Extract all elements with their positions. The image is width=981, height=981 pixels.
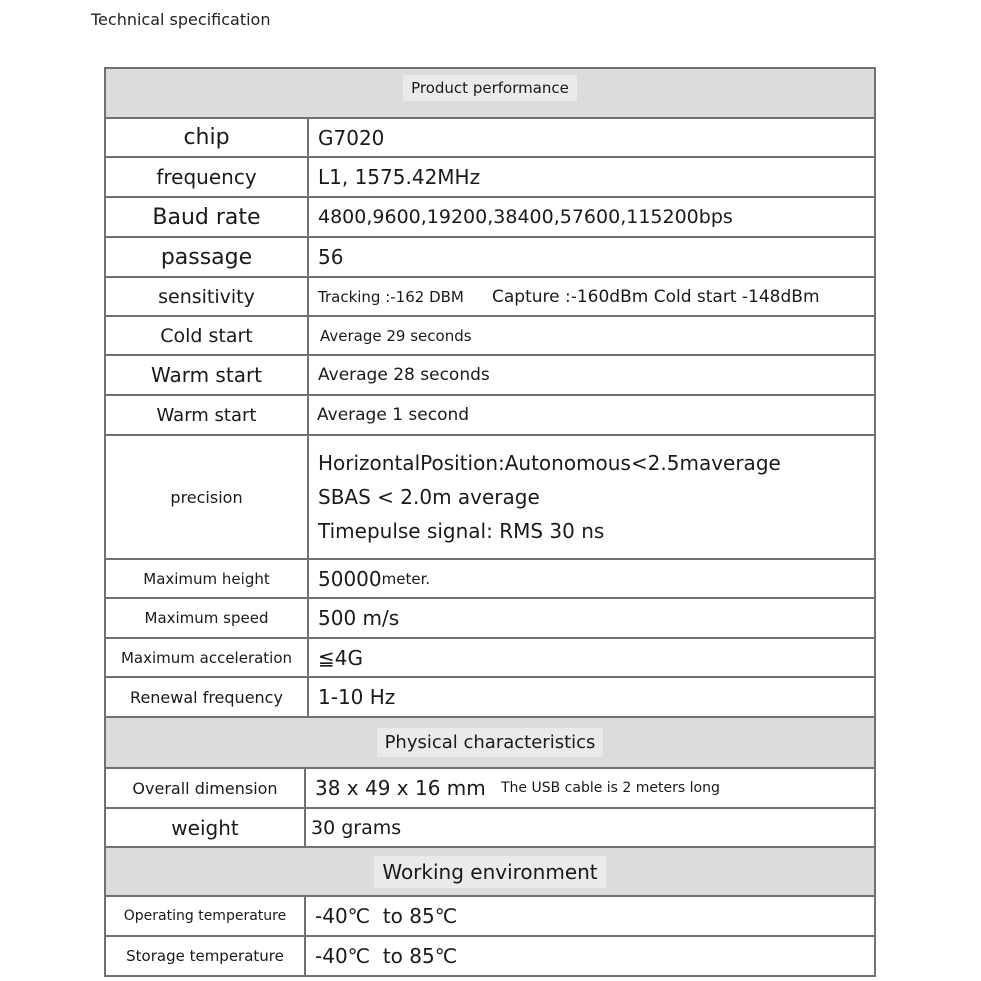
row-label: Warm start: [106, 396, 309, 434]
table-row-cold-start: [106, 317, 874, 356]
row-value: [306, 769, 874, 807]
row-label: weight: [106, 809, 306, 846]
row-label: Renewal frequency: [106, 678, 309, 716]
table-row-operating-temperature: [106, 897, 874, 937]
table-row-passage: [106, 238, 874, 278]
table-row-renewal-frequency: [106, 678, 874, 718]
table-row-weight: [106, 809, 874, 848]
row-value: ≦4G: [318, 645, 363, 670]
row-value: 1-10 Hz: [318, 685, 396, 709]
row-value: Average 29 seconds: [320, 326, 472, 345]
table-row-baud-rate: [106, 198, 874, 238]
row-label: Maximum height: [106, 560, 309, 597]
table-row-warm-start: [106, 356, 874, 396]
row-label: chip: [106, 119, 309, 156]
row-label: precision: [106, 436, 309, 558]
row-label: Maximum acceleration: [106, 639, 309, 676]
table-row-storage-temperature: [106, 937, 874, 975]
precision-line: HorizontalPosition:Autonomous<2.5maverage: [318, 451, 781, 475]
table-row-max-speed: [106, 599, 874, 639]
spec-table: [104, 67, 876, 977]
row-label: Baud rate: [106, 198, 309, 236]
row-label: frequency: [106, 158, 309, 196]
section-header-performance: [106, 69, 874, 119]
page-title: Technical specification: [91, 10, 271, 29]
table-row-chip: [106, 119, 874, 158]
table-row-dimension: [106, 769, 874, 809]
row-label: Warm start: [106, 356, 309, 394]
row-label: sensitivity: [106, 278, 309, 315]
table-row-sensitivity: [106, 278, 874, 317]
dimension-note: The USB cable is 2 meters long: [501, 780, 720, 796]
row-value: -40℃ to 85℃: [315, 944, 458, 968]
section-title: Physical characteristics: [377, 728, 604, 757]
dimension-value: 38 x 49 x 16 mm: [315, 776, 486, 800]
height-value: 50000: [318, 566, 382, 591]
height-unit: meter.: [381, 569, 431, 588]
section-title: Working environment: [374, 856, 605, 888]
row-value: 56: [318, 245, 344, 269]
section-header-physical: [106, 718, 874, 769]
row-value: G7020: [318, 125, 385, 150]
row-value: [309, 278, 874, 315]
section-header-environment: [106, 848, 874, 897]
table-row-frequency: [106, 158, 874, 198]
table-row-warm-start-2: [106, 396, 874, 436]
row-value: [309, 436, 874, 558]
row-value: -40℃ to 85℃: [315, 904, 458, 928]
section-title: Product performance: [403, 75, 577, 101]
row-label: Overall dimension: [106, 769, 306, 807]
row-value: Average 28 seconds: [318, 365, 490, 385]
row-value: 500 m/s: [318, 606, 400, 630]
row-value: Average 1 second: [317, 405, 470, 425]
precision-line: SBAS < 2.0m average: [318, 485, 540, 509]
row-value: L1, 1575.42MHz: [318, 165, 481, 189]
table-row-precision: [106, 436, 874, 560]
capture-value: Capture :-160dBm Cold start -148dBm: [492, 286, 820, 307]
row-label: Storage temperature: [106, 937, 306, 975]
row-value: 4800,9600,19200,38400,57600,115200bps: [318, 206, 733, 228]
row-label: Operating temperature: [106, 897, 306, 935]
tracking-value: Tracking :-162 DBM: [318, 287, 464, 306]
table-row-max-acceleration: [106, 639, 874, 678]
row-value: [309, 560, 874, 597]
table-row-max-height: [106, 560, 874, 599]
row-label: Cold start: [106, 317, 309, 354]
row-value: 30 grams: [311, 816, 402, 839]
row-label: passage: [106, 238, 309, 276]
row-label: Maximum speed: [106, 599, 309, 637]
precision-line: Timepulse signal: RMS 30 ns: [318, 519, 605, 543]
